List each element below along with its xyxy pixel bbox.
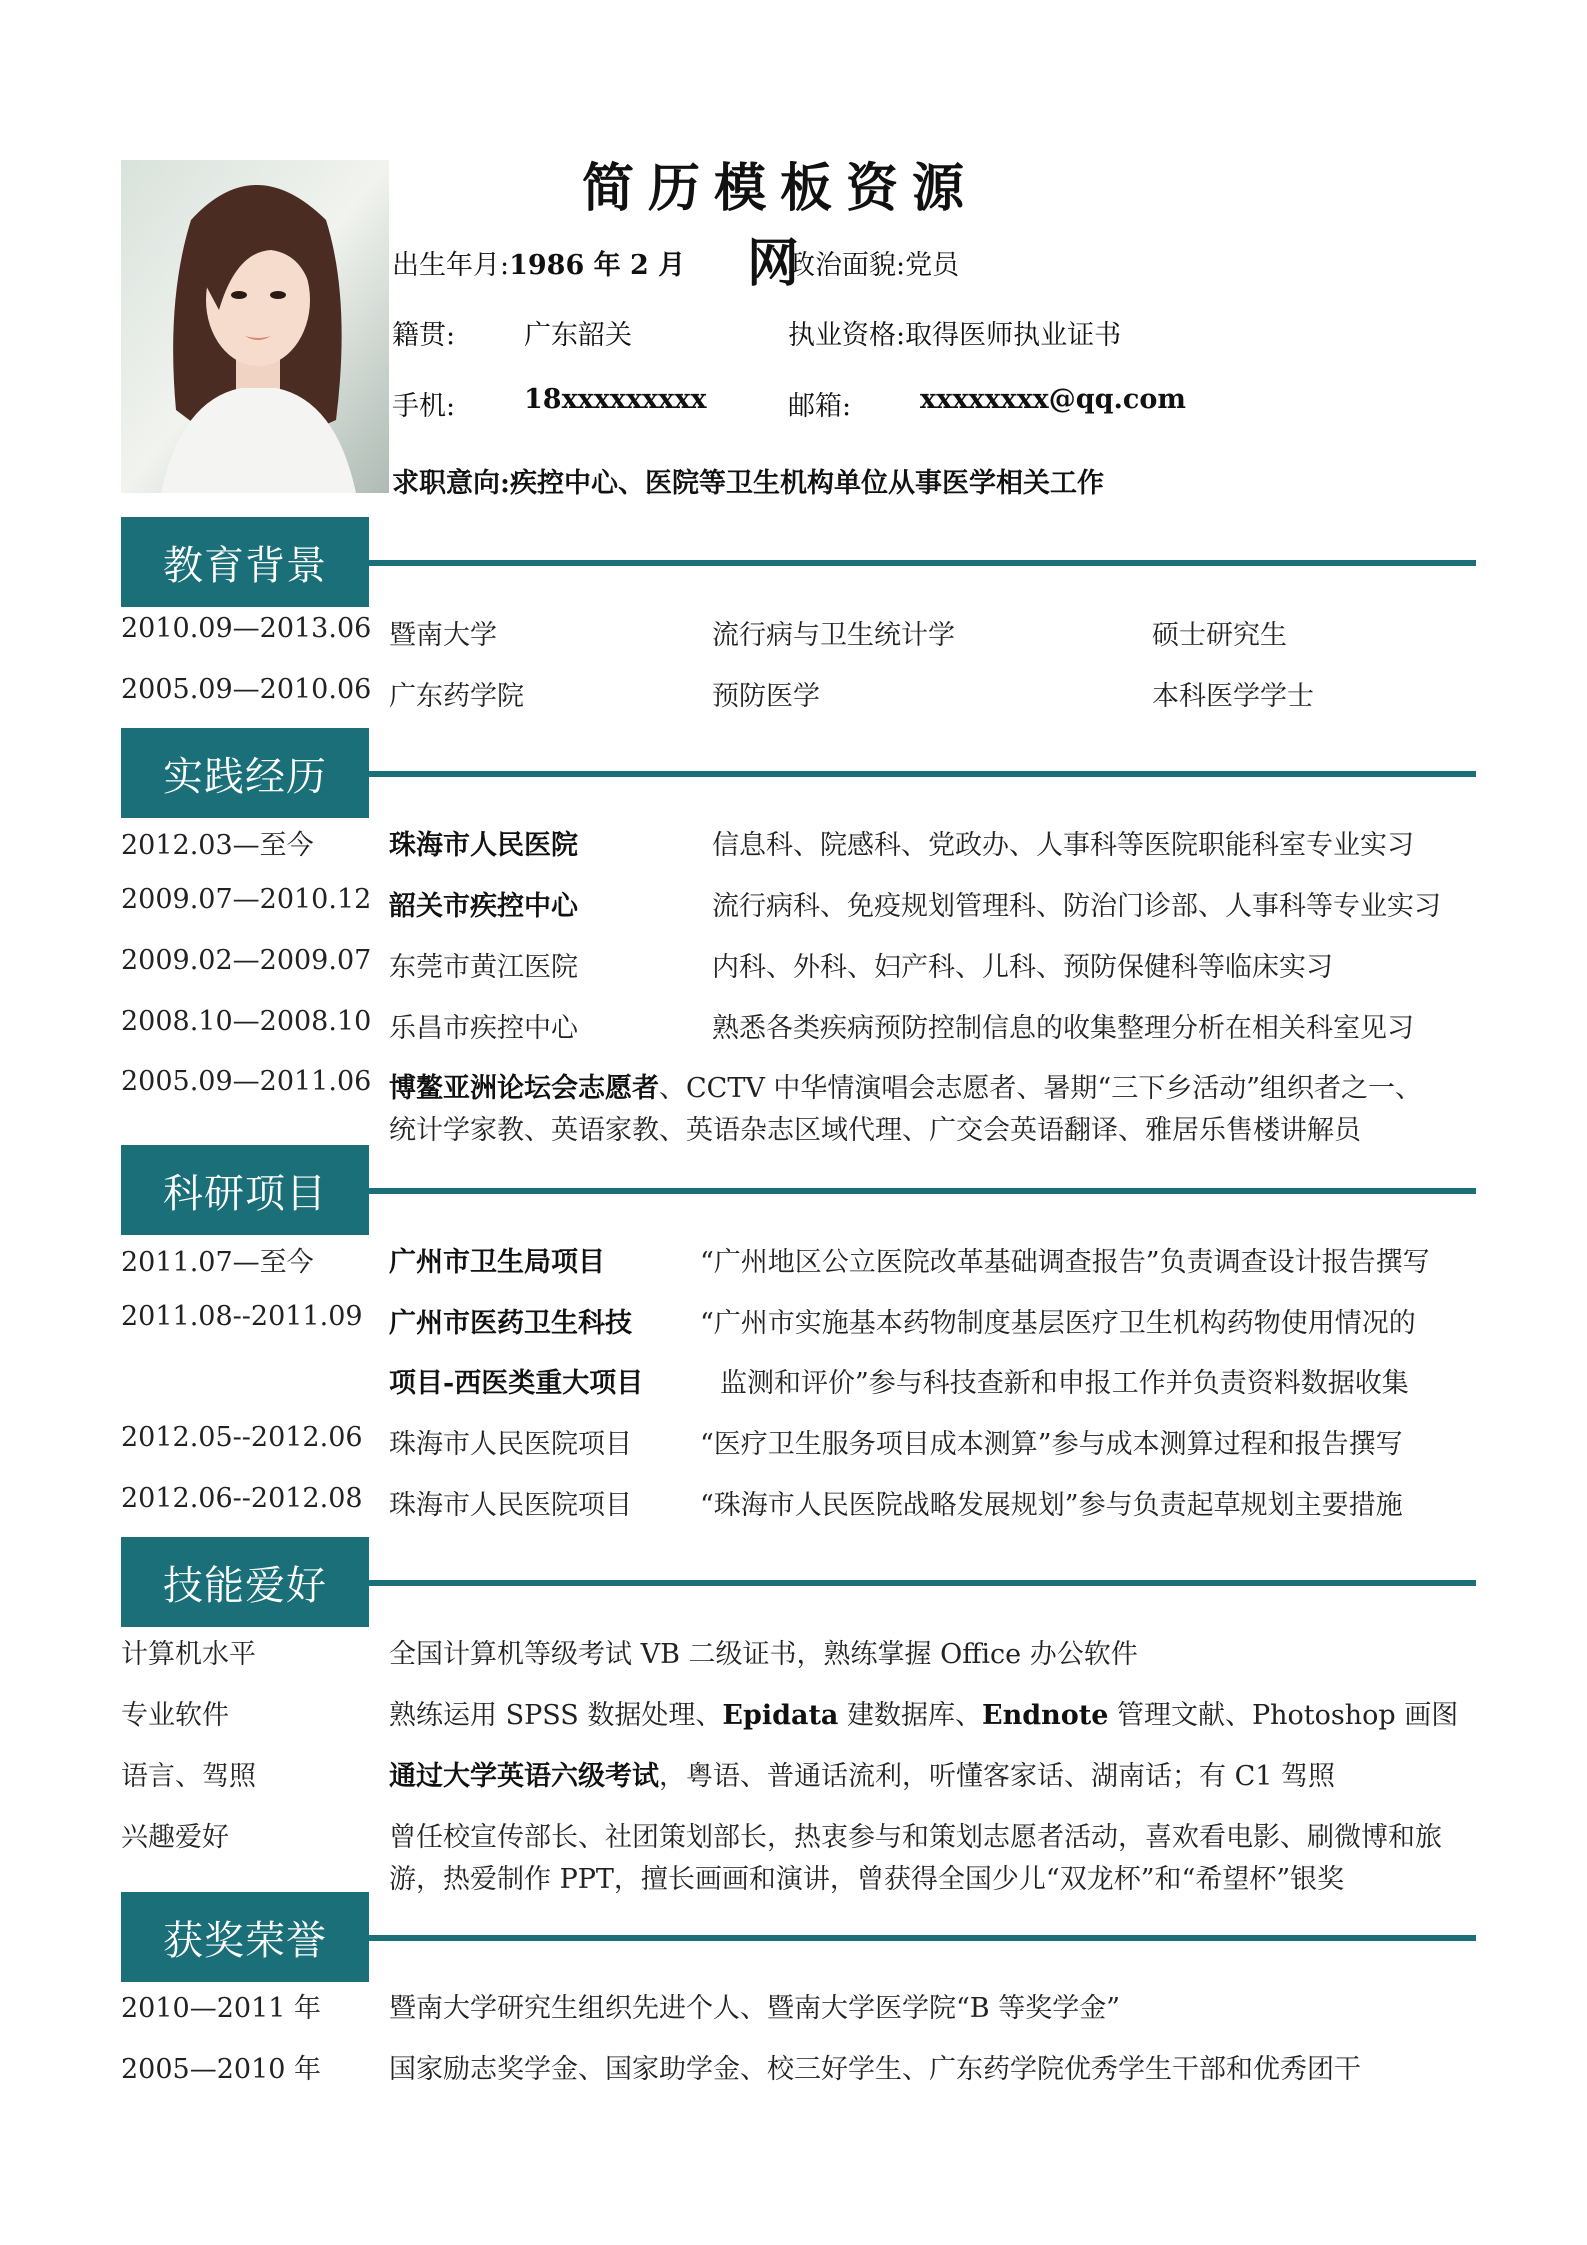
section-skills-title: 技能爱好	[121, 1537, 369, 1627]
practice-date: 2012.03—至今	[121, 830, 314, 861]
research-date: 2012.06--2012.08	[121, 1483, 363, 1514]
skill-label: 专业软件	[121, 1700, 229, 1731]
skill-text: 管理文献、Photoshop 画图	[1108, 1700, 1459, 1731]
politics-info	[788, 243, 959, 282]
skill-text: 曾任校宣传部长、社团策划部长，热衷参与和策划志愿者活动，喜欢看电影、刷微博和旅	[389, 1822, 1442, 1853]
section-awards-title: 获奖荣誉	[121, 1892, 369, 1982]
practice-date: 2009.02—2009.07	[121, 945, 372, 976]
research-desc: “广州市实施基本药物制度基层医疗卫生机构药物使用情况的	[700, 1308, 1416, 1339]
birth-label: 出生年月:	[392, 250, 510, 281]
phone-label: 手机:	[392, 391, 456, 422]
research-org: 广州市医药卫生科技	[389, 1308, 632, 1339]
education-major: 流行病与卫生统计学	[712, 620, 955, 651]
native-label: 籍贯:	[392, 320, 456, 351]
research-desc: “珠海市人民医院战略发展规划”参与负责起草规划主要措施	[700, 1490, 1403, 1521]
practice-org: 博鳌亚洲论坛会志愿者	[389, 1073, 659, 1104]
research-date: 2012.05--2012.06	[121, 1422, 363, 1453]
practice-date: 2008.10—2008.10	[121, 1006, 372, 1037]
skill-text-bold: Epidata	[722, 1700, 839, 1731]
practice-desc: 信息科、院感科、党政办、人事科等医院职能科室专业实习	[712, 830, 1414, 861]
award-date: 2010—2011 年	[121, 1993, 322, 2024]
section-skills-divider	[369, 1580, 1476, 1586]
practice-org: 珠海市人民医院	[389, 830, 578, 861]
skill-software-line	[389, 1693, 1458, 1732]
section-education-divider	[369, 560, 1476, 566]
research-desc: 监测和评价”参与科技查新和申报工作并负责资料数据收集	[720, 1368, 1409, 1399]
native-value: 广东韶关	[524, 320, 632, 351]
skill-text-bold: 通过大学英语六级考试	[389, 1761, 659, 1792]
research-date: 2011.07—至今	[121, 1247, 314, 1278]
skill-label: 计算机水平	[121, 1639, 256, 1670]
practice-desc: 流行病科、免疫规划管理科、防治门诊部、人事科等专业实习	[712, 891, 1441, 922]
skill-label: 语言、驾照	[121, 1761, 256, 1792]
education-date: 2005.09—2010.06	[121, 674, 372, 705]
skill-text: ，粤语、普通话流利，听懂客家话、湖南话；有 C1 驾照	[659, 1761, 1336, 1792]
skill-text: 全国计算机等级考试 VB 二级证书，熟练掌握 Office 办公软件	[389, 1639, 1138, 1670]
license-value: 取得医师执业证书	[905, 320, 1122, 351]
section-awards-divider	[369, 1935, 1476, 1941]
section-practice-divider	[369, 771, 1476, 777]
award-text: 国家励志奖学金、国家助学金、校三好学生、广东药学院优秀学生干部和优秀团干	[389, 2054, 1361, 2085]
skill-text-continued: 游，热爱制作 PPT，擅长画画和演讲，曾获得全国少儿“双龙杯”和“希望杯”银奖	[389, 1864, 1345, 1895]
objective-label: 求职意向:	[392, 468, 510, 499]
practice-desc: 内科、外科、妇产科、儿科、预防保健科等临床实习	[712, 952, 1333, 983]
practice-desc-continued: 统计学家教、英语家教、英语杂志区域代理、广交会英语翻译、雅居乐售楼讲解员	[389, 1115, 1361, 1146]
license-info	[788, 313, 1121, 352]
research-org: 珠海市人民医院项目	[389, 1429, 632, 1460]
education-date: 2010.09—2013.06	[121, 613, 372, 644]
profile-photo	[121, 160, 389, 493]
research-desc: “医疗卫生服务项目成本测算”参与成本测算过程和报告撰写	[700, 1429, 1403, 1460]
education-degree: 硕士研究生	[1152, 620, 1287, 651]
email-value: xxxxxxxx@qq.com	[920, 384, 1186, 415]
education-degree: 本科医学学士	[1152, 681, 1314, 712]
award-date: 2005—2010 年	[121, 2054, 322, 2085]
research-date: 2011.08--2011.09	[121, 1301, 363, 1332]
education-major: 预防医学	[712, 681, 820, 712]
politics-label: 政治面貌:	[788, 250, 906, 281]
license-label: 执业资格:	[788, 320, 906, 351]
research-org: 珠海市人民医院项目	[389, 1490, 632, 1521]
section-practice-title: 实践经历	[121, 728, 369, 818]
practice-org: 韶关市疾控中心	[389, 891, 578, 922]
practice-desc: 熟悉各类疾病预防控制信息的收集整理分析在相关科室见习	[712, 1013, 1414, 1044]
skill-label: 兴趣爱好	[121, 1822, 229, 1853]
research-org: 项目-西医类重大项目	[389, 1368, 644, 1399]
practice-date: 2005.09—2011.06	[121, 1066, 372, 1097]
skill-text-bold: Endnote	[982, 1700, 1109, 1731]
practice-desc: 、CCTV 中华情演唱会志愿者、暑期“三下乡活动”组织者之一、	[659, 1073, 1423, 1104]
education-school: 广东药学院	[389, 681, 524, 712]
practice-volunteer-line	[389, 1066, 1422, 1105]
practice-date: 2009.07—2010.12	[121, 884, 372, 915]
research-desc: “广州地区公立医院改革基础调查报告”负责调查设计报告撰写	[700, 1247, 1430, 1278]
skill-text: 熟练运用 SPSS 数据处理、	[389, 1700, 723, 1731]
politics-value: 党员	[905, 250, 960, 281]
phone-value: 18xxxxxxxxx	[524, 384, 707, 415]
objective-value: 疾控中心、医院等卫生机构单位从事医学相关工作	[509, 468, 1104, 499]
practice-org: 乐昌市疾控中心	[389, 1013, 578, 1044]
research-org: 广州市卫生局项目	[389, 1247, 605, 1278]
section-research-divider	[369, 1188, 1476, 1194]
section-research-title: 科研项目	[121, 1145, 369, 1235]
section-education-title: 教育背景	[121, 517, 369, 607]
birth-info	[392, 243, 685, 282]
resume-title: 简历模板资源网	[581, 158, 978, 294]
award-text: 暨南大学研究生组织先进个人、暨南大学医学院“B 等奖学金”	[389, 1993, 1121, 2024]
objective-info	[392, 461, 1104, 500]
practice-org: 东莞市黄江医院	[389, 952, 578, 983]
education-school: 暨南大学	[389, 620, 497, 651]
portrait-illustration	[121, 160, 389, 493]
email-label: 邮箱:	[788, 391, 852, 422]
skill-text: 建数据库、	[838, 1700, 983, 1731]
birth-value: 1986 年 2 月	[509, 250, 686, 281]
skill-language-line	[389, 1754, 1335, 1793]
